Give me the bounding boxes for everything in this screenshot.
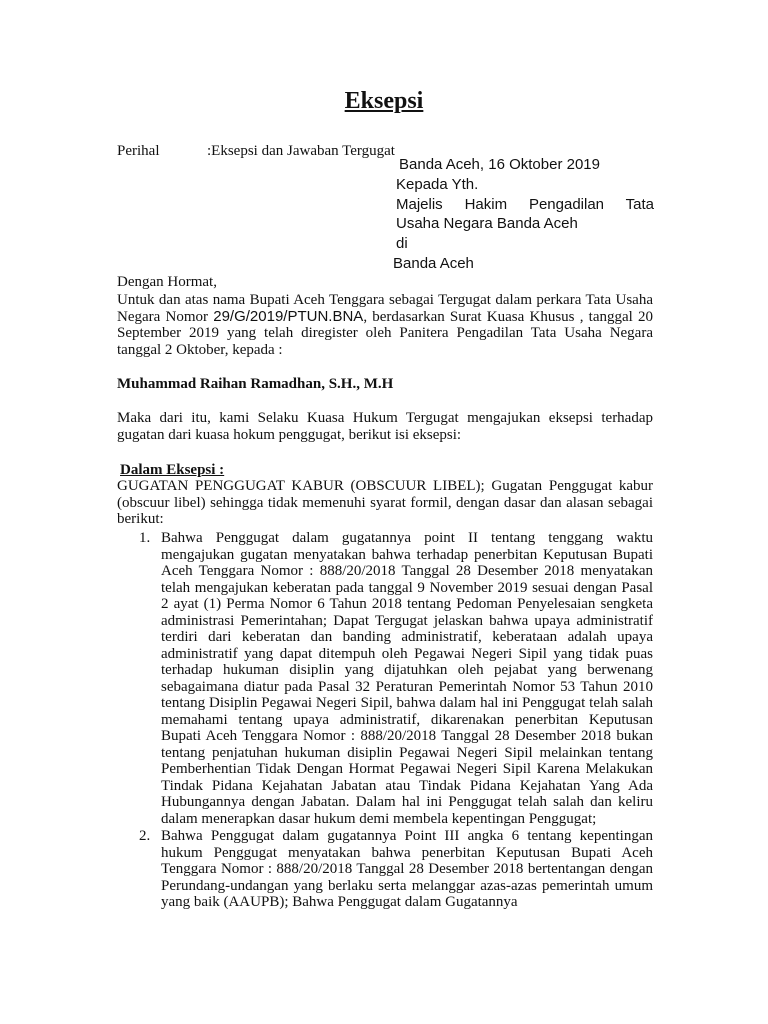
list-item-number: 2. — [139, 828, 151, 844]
intro-paragraph — [117, 292, 653, 358]
recipient-line-1: Majelis Hakim Pengadilan Tata — [396, 196, 654, 213]
intro-part-2: , berdasarkan Surat Kuasa Khusus , tanggal 20 September 2019 yang telah diregister oleh Panitera Pengadilan Tata Usaha Negara tanggal 2 Oktober, kepada : — [117, 308, 654, 358]
lawyer-name: Muhammad Raihan Ramadhan, S.H., M.H — [117, 376, 394, 392]
perihal-label: Perihal — [117, 143, 160, 159]
document-title: Eksepsi — [344, 88, 424, 114]
di-line: di — [396, 235, 408, 252]
list-item-text: Bahwa Penggugat dalam gugatannya Point III angka 6 tentang kepentingan hukum Penggugat menyatakan bahwa penerbitan Keputusan Bupati Aceh Tenggara Nomor : 888/20/2018 Tanggal 28 Desember 2018 bertentangan dengan Perundang-undangan yang berlaku serta melanggar azas-azas pemerintah umum yang baik (AAUPB); Bahwa Penggugat dalam Gugatannya — [161, 828, 653, 910]
recipient-line-2: Usaha Negara Banda Aceh — [396, 215, 578, 232]
intro-part-1: Untuk dan atas nama Bupati Aceh Tenggara sebagai Tergugat dalam perkara Tata Usaha Negara Nomor — [117, 292, 653, 325]
city-line: Banda Aceh — [393, 255, 474, 272]
perihal-line — [117, 143, 395, 160]
date-line: Banda Aceh, 16 Oktober 2019 — [399, 156, 600, 173]
statement-paragraph: Maka dari itu, kami Selaku Kuasa Hukum Tergugat mengajukan eksepsi terhadap gugatan dari kuasa hokum penggugat, berikut isi eksepsi: — [117, 410, 653, 443]
list-item-text: Bahwa Penggugat dalam gugatannya point II tentang tenggang waktu mengajukan gugatan menyatakan bahwa terhadap penerbitan Keputusan Bupati Aceh Tenggara Nomor : 888/20/2018 Tanggal 28 Desember 2018 menyatakan telah mengajukan keberatan pada tanggal 9 November 2019 sesuai dengan Pasal 2 ayat (1) Perma Nomor 6 Tahun 2018 tentang Pedoman Penyelesaian sengketa administrasi Pemerintahan; Dapat Tergugat jelaskan bahwa upaya administratif terdiri dari keberatan dan banding administratif, keberataan adalah upaya administratif yang dapat ditempuh oleh Pegawai Negeri Sipil yang tidak puas terhadap hukuman disiplin yang dijatuhkan oleh pejabat yang berwenang sebagaimana diatur pada Pasal 32 Peraturan Pemerintah Nomor 53 Tahun 2010 tentang Disiplin Pegawai Negeri Sipil, bahwa dalam hal ini Penggugat telah salah memahami tentang upaya administratif, dikarenakan penerbitan Keputusan Bupati Aceh Tenggara Nomor : 888/20/2018 Tanggal 28 Desember 2018 bukan tentang penjatuhan hukuman disiplin Pegawai Negeri Sipil melainkan tentang Pemberhentian Tidak Dengan Hormat Pegawai Negeri Sipil Karena Melakukan Tindak Pidana Kejahatan Jabatan atau Tindak Pidana Kejahatan Yang Ada Hubungannya dengan Jabatan. Dalam hal ini Penggugat telah salah dan keliru dalam menerapkan dasar hukum demi membela kepentingan Penggugat; — [161, 530, 653, 827]
case-number: 29/G/2019/PTUN.BNA — [213, 307, 364, 325]
list-item-number: 1. — [139, 530, 151, 546]
section-intro: GUGATAN PENGGUGAT KABUR (OBSCUUR LIBEL); Gugatan Penggugat kabur (obscuur libel) sehingga tidak memenuhi syarat formil, dengan dasar dan alasan sebagai berikut: — [117, 478, 653, 527]
section-heading: Dalam Eksepsi : — [120, 462, 225, 478]
to-line: Kepada Yth. — [396, 176, 479, 193]
greeting: Dengan Hormat, — [117, 274, 217, 290]
perihal-value: :Eksepsi dan Jawaban Tergugat — [207, 143, 395, 159]
list-item — [117, 530, 653, 827]
list-item — [117, 828, 653, 911]
points-list — [117, 530, 653, 911]
